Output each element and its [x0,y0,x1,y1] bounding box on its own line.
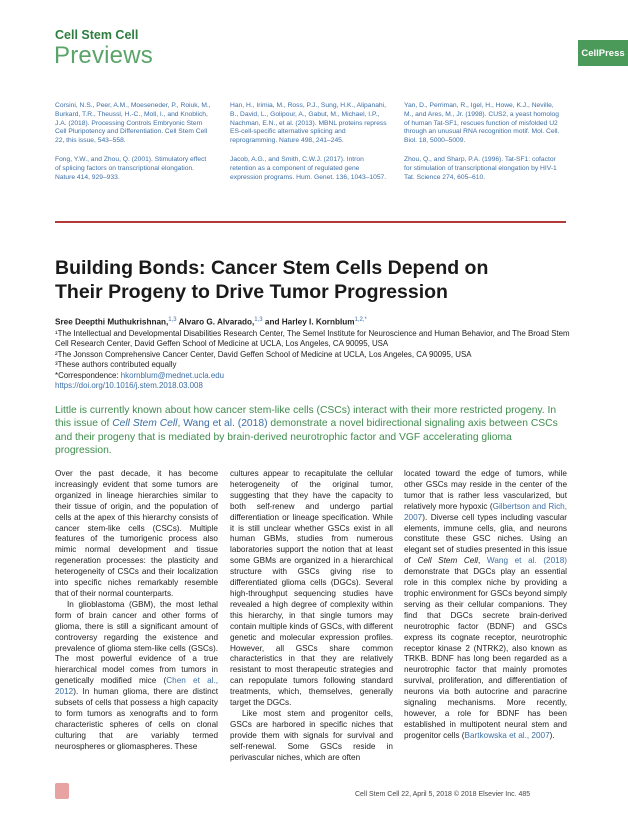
abstract-text: demonstrate a novel bidirectional signaling axis between CSCs and their progeny that is mediated by brain-derived neurotrophic factor and VGF accelerating glioma progression. [55,418,558,457]
affiliation-2: ²The Jonsson Comprehensive Cancer Center, David Geffen School of Medicine at UCLA, Los Angeles, CA 90095, USA [55,349,472,359]
reference-item[interactable]: Zhou, Q., and Sharp, P.A. (1996). Tat-SF1: cofactor for stimulation of transcriptional elongation by HIV-1 Tat. Science 274, 605–610. [404,155,557,181]
body-paragraph [55,600,218,753]
abstract-text: , [177,418,184,430]
citation-link[interactable]: Bartkowska et al., 2007 [464,730,550,740]
citation-link[interactable]: Gilbertson and Rich, 2007 [404,501,567,522]
body-paragraph: Over the past decade, it has become increasingly evident that some tumors are organized in lineage hierarchies similar to their tissue of origin, and the population of cells at the apex of this hierarchy consists of cancer stem-like cells (CSCs). Multiple features of the tumorigenic process also mimic normal development and tissue regeneration processes: the plasticity and heterogeneity of CSCs and their localization into specific niches remarkably resemble that of their normal counterparts. [55,469,218,598]
affiliations [55,329,575,391]
reference-item[interactable]: Yan, D., Perriman, R., Igel, H., Howe, K.J., Neville, M., and Ares, M., Jr. (1998). CUS2, a yeast homolog of human Tat-SF1, rescues function of misfolded U2 through an unusual RNA recognition motif. Mol. Cell. Biol. 18, 5000–5009. [404,102,560,145]
body-text: ). In human glioma, there are distinct subsets of cells that possess a high capacity to form tumors as xenografts and to form characteristic spheres of cells on clonal culturing that are variably termed neurospheres or gliomaspheres. These [55,687,218,751]
author-name: and Harley I. Kornblum [264,317,355,327]
reference-item[interactable]: Han, H., Irimia, M., Ross, P.J., Sung, H.K., Alipanahi, B., David, L., Golipour, A., Gabut, M., Michael, I.P., Nachman, E.N., et al. (2013). MBNL proteins repress ES-cell-specific alternative splicing and reprogramming. Nature 498, 241–245. [230,102,387,145]
correspondence-label: *Correspondence: [55,370,121,380]
elsevier-logo-icon [55,783,69,799]
doi-link[interactable]: https://doi.org/10.1016/j.stem.2018.03.008 [55,381,203,391]
affiliation-3: ³These authors contributed equally [55,360,177,370]
citation-link[interactable]: Wang et al. (2018) [486,556,567,566]
journal-name-inline: Cell Stem Cell [417,556,479,566]
body-column-2 [230,469,393,763]
affiliation-1: ¹The Intellectual and Developmental Disabilities Research Center, The Semel Institute for Neuroscience and Human Behavior, and The Broad Stem Cell Research Center, David Geffen School of Medicine at UCLA, Los Angeles, CA 90095, USA [55,329,570,349]
journal-link[interactable]: Cell Stem Cell [112,418,178,430]
body-paragraph: Like most stem and progenitor cells, GSCs are harbored in specific niches that provide them with signals for survival and self-renewal. Some GSCs reside in perivascular niches, which are often [230,708,393,762]
citation-link[interactable]: Chen et al., 2012 [55,676,218,697]
author-name: Alvaro G. Alvarado, [178,317,255,327]
publisher-logo[interactable]: CellPress [578,40,628,66]
reference-column-1 [55,102,213,192]
journal-name: Cell Stem Cell [55,28,139,42]
author-name: Sree Deepthi Muthukrishnan, [55,317,169,327]
body-paragraph: cultures appear to recapitulate the cellular heterogeneity of the original tumor, suggesting that they have the capacity to both self-renew and undergo partial differentiation or lineage specification. While it is still unclear whether GSCs exist in all human GBMs, studies from numerous laboratories support the notion that at least some GBMs are organized in a hierarchical structure with GSCs giving rise to differentiated glioma cells (DGCs). Several high-throughput sequencing studies have revealed a high degree of complexity within this hierarchy, in that single tumors may contain multiple kinds of GSCs, with different genetic and molecular expression profiles. However, all GSCs share common characteristics in that they are relatively resistant to most therapeutic strategies and can repopulate tumors following standard treatments, which, themselves, generally target the DGCs. [230,469,393,708]
author-list [55,317,367,327]
abstract-text: Little is currently known about how cancer stem-like cells (CSCs) interact with their more restricted progeny. In this issue of [55,405,557,430]
abstract [55,404,571,458]
reference-column-3 [404,102,562,192]
citation-link[interactable]: Wang et al. (2018) [183,418,268,430]
article-title: Building Bonds: Cancer Stem Cells Depend on Their Progeny to Drive Tumor Progression [55,257,489,303]
body-column-3 [404,469,567,742]
section-title: Previews [54,42,153,69]
reference-item[interactable]: Jacob, A.G., and Smith, C.W.J. (2017). Intron retention as a component of regulated gene expression programs. Hum. Genet. 136, 1043–1057. [230,155,387,181]
reference-item[interactable]: Corsini, N.S., Peer, A.M., Moeseneder, P., Roiuk, M., Burkard, T.R., Theussl, H.-C., Moll, I., and Knoblich, J.A. (2018). Processing Controls Embryonic Stem Cell Pluripotency and Differentiation. Cell Stem Cell 22, this issue, 543–558. [55,102,211,145]
body-column-1 [55,469,218,753]
reference-column-2 [230,102,388,192]
correspondence-email-link[interactable]: hkornblum@mednet.ucla.edu [120,370,224,380]
body-text: ). Diverse cell types including vascular elements, immune cells, glia, and neurons constitute these GSC niches. Using an elegant set of studies presented in this issue of [404,512,567,566]
body-text: In glioblastoma (GBM), the most lethal form of brain cancer and other forms of glioma, there is still a significant amount of controversy regarding the existence and prevalence of glioma stem-like cells (GSCs). The most powerful evidence of a true hierarchical model comes from tumors in genetically modified mice ( [55,599,218,686]
body-text: , [478,556,487,566]
reference-item[interactable]: Fong, Y.W., and Zhou, Q. (2001). Stimulatory effect of splicing factors on transcriptional elongation. Nature 414, 929–933. [55,155,207,181]
author-affiliation-marker[interactable]: 1,3 [168,317,177,323]
body-text: demonstrate that DGCs play an essential role in this complex niche by providing a trophic environment for GSCs beyond simply serving as their cellular companions. They find that DGCs secrete brain-derived neurotrophic factor (BDNF) and GSCs express its cognate receptor, neurotrophic receptor kinase 2 (NTRK2), also known as TRKB. BDNF has long been regarded as a neurotrophic factor that mainly promotes survival, proliferation, and differentiation of neurons via both autocrine and paracrine signaling mechanisms. More recently, however, a role for BDNF has been established in multipotent neural stem and progenitor cells ( [404,567,567,740]
body-text: ). [549,730,555,740]
author-affiliation-marker[interactable]: 1,2,* [354,317,367,323]
page-footer: Cell Stem Cell 22, April 5, 2018 © 2018 Elsevier Inc. 485 [355,791,531,798]
body-text: located toward the edge of tumors, while other GSCs may reside in the center of the tumor that is rather less vascularized, but relatively more hypoxic ( [404,469,567,511]
body-paragraph [404,469,567,742]
section-divider [55,221,566,223]
author-affiliation-marker[interactable]: 1,3 [254,317,263,323]
correspondence [55,371,575,381]
